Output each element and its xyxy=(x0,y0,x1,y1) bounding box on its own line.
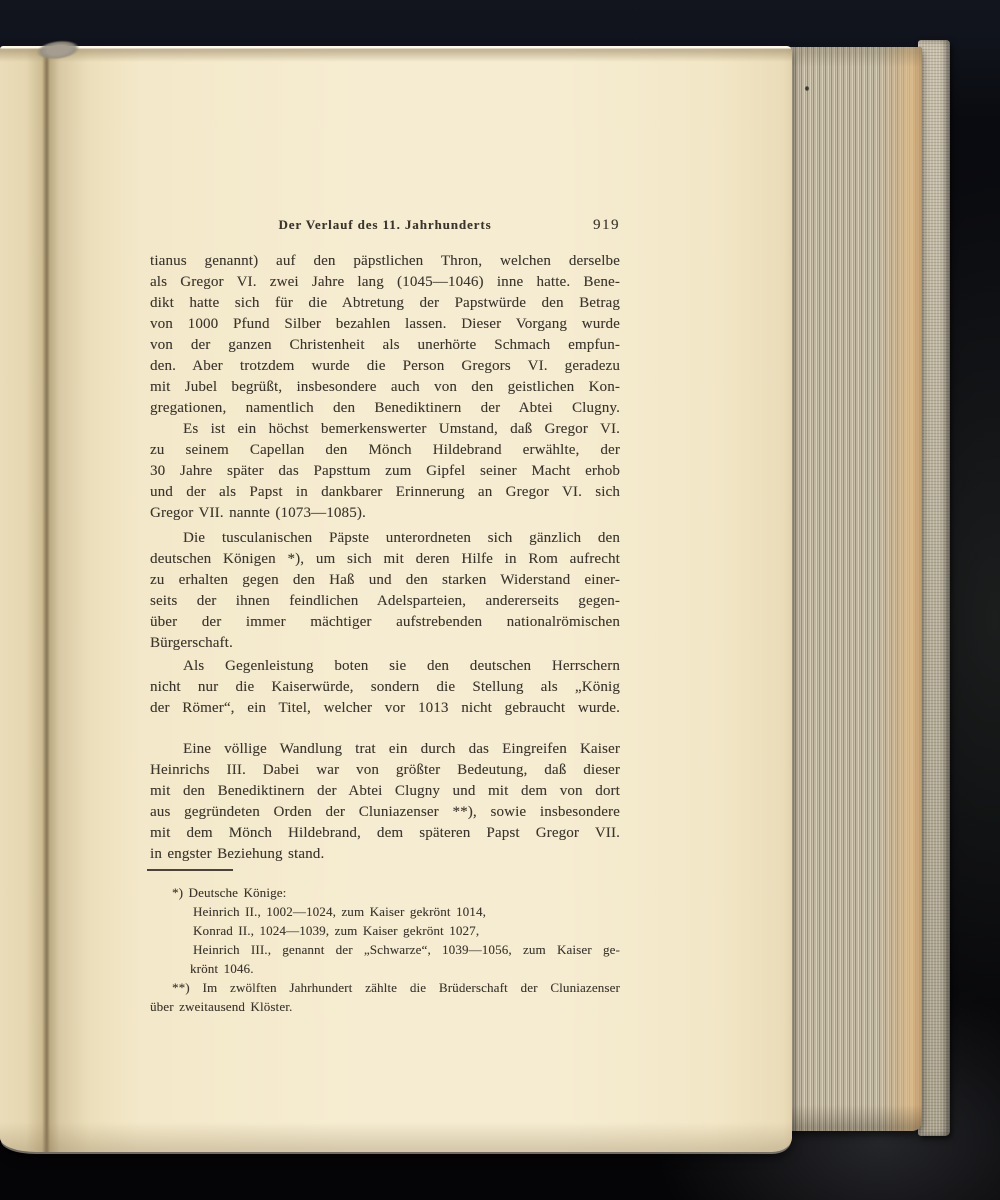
text-line: Heinrich II., 1002—1024, zum Kaiser gekrönt 1014, xyxy=(193,904,487,919)
text-line: *) Deutsche Könige: xyxy=(172,885,287,900)
footnote-separator xyxy=(147,869,233,871)
paragraph-5 xyxy=(150,739,620,865)
book-cover-board xyxy=(918,40,950,1136)
text-line: Als Gegenleistung boten sie den deutschen Herrschern xyxy=(183,658,620,674)
page-text-column xyxy=(150,216,620,1016)
footnote-2 xyxy=(150,978,620,1016)
text-line: Gregor VII. nannte (1073—1085). xyxy=(150,505,366,521)
text-line: Heinrichs III. Dabei war von größter Bedeutung, daß dieser xyxy=(150,762,620,778)
text-line: tianus genannt) auf den päpstlichen Thron, welchen derselbe xyxy=(150,253,620,269)
text-line: krönt 1046. xyxy=(190,961,254,976)
text-line: mit dem Mönch Hildebrand, dem späteren Papst Gregor VII. xyxy=(150,825,620,841)
text-line: dikt hatte sich für die Abtretung der Papstwürde den Betrag xyxy=(150,295,620,311)
text-line: den. Aber trotzdem wurde die Person Gregors VI. geradezu xyxy=(150,358,620,374)
text-line: von 1000 Pfund Silber bezahlen lassen. Dieser Vorgang wurde xyxy=(150,316,620,332)
text-line: **) Im zwölften Jahrhundert zählte die Brüderschaft der Cluniazenser xyxy=(172,980,620,995)
text-line: Es ist ein höchst bemerkenswerter Umstand, daß Gregor VI. xyxy=(183,421,620,437)
text-line: von der ganzen Christenheit als unerhörte Schmach empfun- xyxy=(150,337,620,353)
text-line: mit Jubel begrüßt, insbesondere auch von den geistlichen Kon- xyxy=(150,379,620,395)
book-page-edges xyxy=(786,47,922,1131)
text-line: als Gregor VI. zwei Jahre lang (1045—1046) inne hatte. Bene- xyxy=(150,274,620,290)
paragraph-3 xyxy=(150,528,620,654)
text-line: in engster Beziehung stand. xyxy=(150,846,325,862)
text-line: mit den Benediktinern der Abtei Clugny und mit dem von dort xyxy=(150,783,620,799)
dust-speck xyxy=(804,85,810,92)
text-line: 30 Jahre später das Papsttum zum Gipfel seiner Macht erhob xyxy=(150,463,620,479)
text-line: gregationen, namentlich den Benediktinern der Abtei Clugny. xyxy=(150,400,620,416)
text-line: zu erhalten gegen den Haß und den starken Widerstand einer- xyxy=(150,572,620,588)
paragraph-4 xyxy=(150,656,620,719)
footnote-1 xyxy=(150,883,620,978)
text-line: zu seinem Capellan den Mönch Hildebrand erwählte, der xyxy=(150,442,620,458)
text-line: aus gegründeten Orden der Cluniazenser **), sowie insbesondere xyxy=(150,804,620,820)
text-line: Konrad II., 1024—1039, zum Kaiser gekrönt 1027, xyxy=(193,923,480,938)
page-header xyxy=(150,216,620,234)
text-line: über zweitausend Klöster. xyxy=(150,999,293,1014)
body-text xyxy=(150,251,620,865)
running-title: Der Verlauf des 11. Jahrhunderts xyxy=(278,217,492,232)
paragraph-2 xyxy=(150,419,620,524)
text-line: Eine völlige Wandlung trat ein durch das Eingreifen Kaiser xyxy=(183,741,620,757)
text-line: Die tusculanischen Päpste unterordneten sich gänzlich den xyxy=(183,530,620,546)
text-line: deutschen Königen *), um sich mit deren Hilfe in Rom aufrecht xyxy=(150,551,620,567)
text-line: Bürgerschaft. xyxy=(150,635,233,651)
page-number: 919 xyxy=(593,217,620,233)
book-page xyxy=(0,46,792,1152)
paragraph-1 xyxy=(150,251,620,419)
text-line: über der immer mächtiger aufstrebenden nationalrömischen xyxy=(150,614,620,630)
footnotes xyxy=(150,883,620,1016)
text-line: und der als Papst in dankbarer Erinnerung an Gregor VI. sich xyxy=(150,484,620,500)
text-line: Heinrich III., genannt der „Schwarze“, 1039—1056, zum Kaiser ge- xyxy=(193,942,620,957)
text-line: nicht nur die Kaiserwürde, sondern die Stellung als „König xyxy=(150,679,620,695)
text-line: seits der ihnen feindlichen Adelsparteien, andererseits gegen- xyxy=(150,593,620,609)
text-line: der Römer“, ein Titel, welcher vor 1013 nicht gebraucht wurde. xyxy=(150,700,620,716)
